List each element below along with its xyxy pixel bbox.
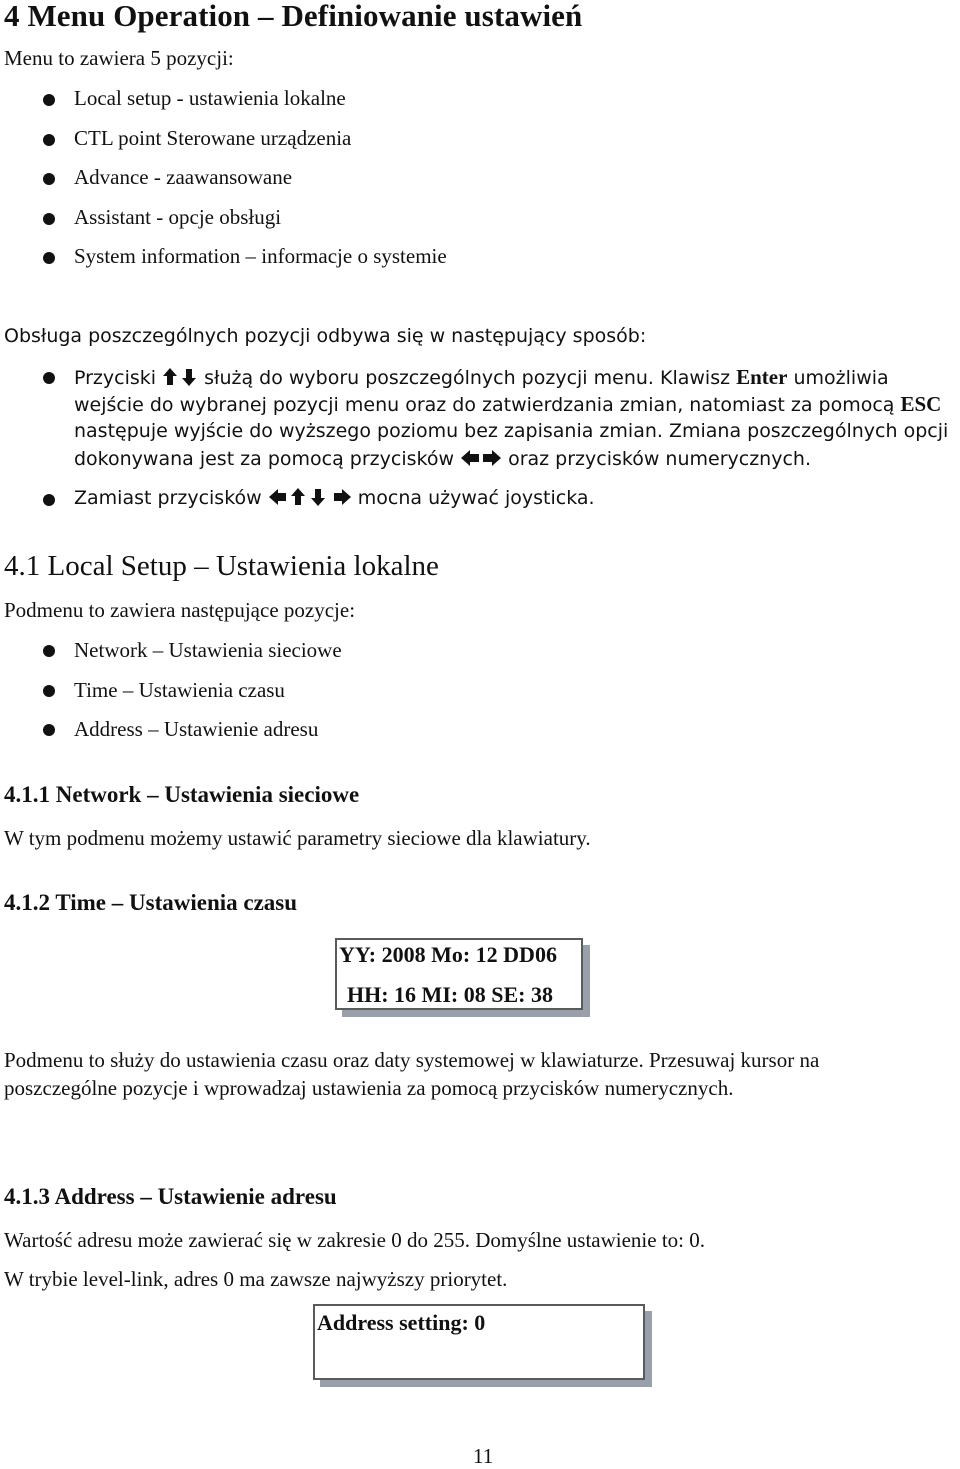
bullet-icon <box>43 134 55 146</box>
list-item: CTL point Sterowane urządzenia <box>74 126 352 150</box>
arrow-left-right-icon <box>460 448 502 468</box>
section-4-1-2-text-2: poszczególne pozycje i wprowadzaj ustawienia za pomocą przycisków numerycznych. <box>4 1076 734 1100</box>
handling-line-5: Zamiast przycisków mocna używać joysticka. <box>74 487 595 509</box>
list-item: System information – informacje o systemie <box>74 244 447 268</box>
list-item: Time – Ustawienia czasu <box>74 678 285 702</box>
bullet-icon <box>43 372 55 384</box>
bullet-icon <box>43 252 55 264</box>
section-4-1-2-text-1: Podmenu to służy do ustawienia czasu oraz daty systemowej w klawiaturze. Przesuwaj kursor na <box>4 1048 820 1072</box>
bullet-icon <box>43 645 55 657</box>
section-4-1-1-text: W tym podmenu możemy ustawić parametry sieciowe dla klawiatury. <box>4 826 591 850</box>
section-4-1-intro: Podmenu to zawiera następujące pozycje: <box>4 598 356 622</box>
section-heading-4-1-2: 4.1.2 Time – Ustawienia czasu <box>4 890 298 915</box>
page-number: 11 <box>473 1444 494 1468</box>
handling-line-1: Przyciski służą do wyboru poszczególnych pozycji menu. Klawisz Enter umożliwia <box>74 365 889 389</box>
handling-line-2: wejście do wybranej pozycji menu oraz do zatwierdzania zmian, natomiast za pomocą ESC <box>74 392 942 416</box>
list-item: Local setup - ustawienia lokalne <box>74 86 346 110</box>
address-lcd-display <box>313 1304 645 1380</box>
handling-intro: Obsługa poszczególnych pozycji odbywa się w następujący sposób: <box>4 325 647 347</box>
list-item: Advance - zaawansowane <box>74 165 293 189</box>
handling-line-3: następuje wyjście do wyższego poziomu bez zapisania zmian. Zmiana poszczególnych opcji <box>74 420 949 442</box>
time-lcd-display <box>335 938 583 1010</box>
section-heading-4-1: 4.1 Local Setup – Ustawienia lokalne <box>4 550 439 582</box>
menu-intro: Menu to zawiera 5 pozycji: <box>4 46 234 70</box>
list-item: Network – Ustawienia sieciowe <box>74 638 342 662</box>
list-item: Address – Ustawienie adresu <box>74 717 319 741</box>
handling-line-4: dokonywana jest za pomocą przycisków oraz przycisków numerycznych. <box>74 448 811 470</box>
page-title: 4 Menu Operation – Definiowanie ustawień <box>4 0 583 33</box>
section-4-1-3-text-2: W trybie level-link, adres 0 ma zawsze najwyższy priorytet. <box>4 1267 508 1291</box>
bullet-icon <box>43 94 55 106</box>
bullet-icon <box>43 494 55 506</box>
list-item: Assistant - opcje obsługi <box>74 205 282 229</box>
lcd-date-line: YY: 2008 Mo: 12 DD06 <box>339 942 557 967</box>
section-4-1-3-text-1: Wartość adresu może zawierać się w zakresie 0 do 255. Domyślne ustawienie to: 0. <box>4 1228 705 1252</box>
bullet-icon <box>43 173 55 185</box>
section-heading-4-1-3: 4.1.3 Address – Ustawienie adresu <box>4 1184 337 1209</box>
bullet-icon <box>43 213 55 225</box>
lcd-address-line: Address setting: 0 <box>317 1310 486 1335</box>
bullet-icon <box>43 685 55 697</box>
section-heading-4-1-1: 4.1.1 Network – Ustawienia sieciowe <box>4 782 360 807</box>
bullet-icon <box>43 724 55 736</box>
arrow-up-down-icon <box>162 367 198 387</box>
arrow-four-direction-icon <box>268 487 352 507</box>
updown-arrows <box>162 367 198 387</box>
lcd-time-line: HH: 16 MI: 08 SE: 38 <box>347 982 553 1007</box>
